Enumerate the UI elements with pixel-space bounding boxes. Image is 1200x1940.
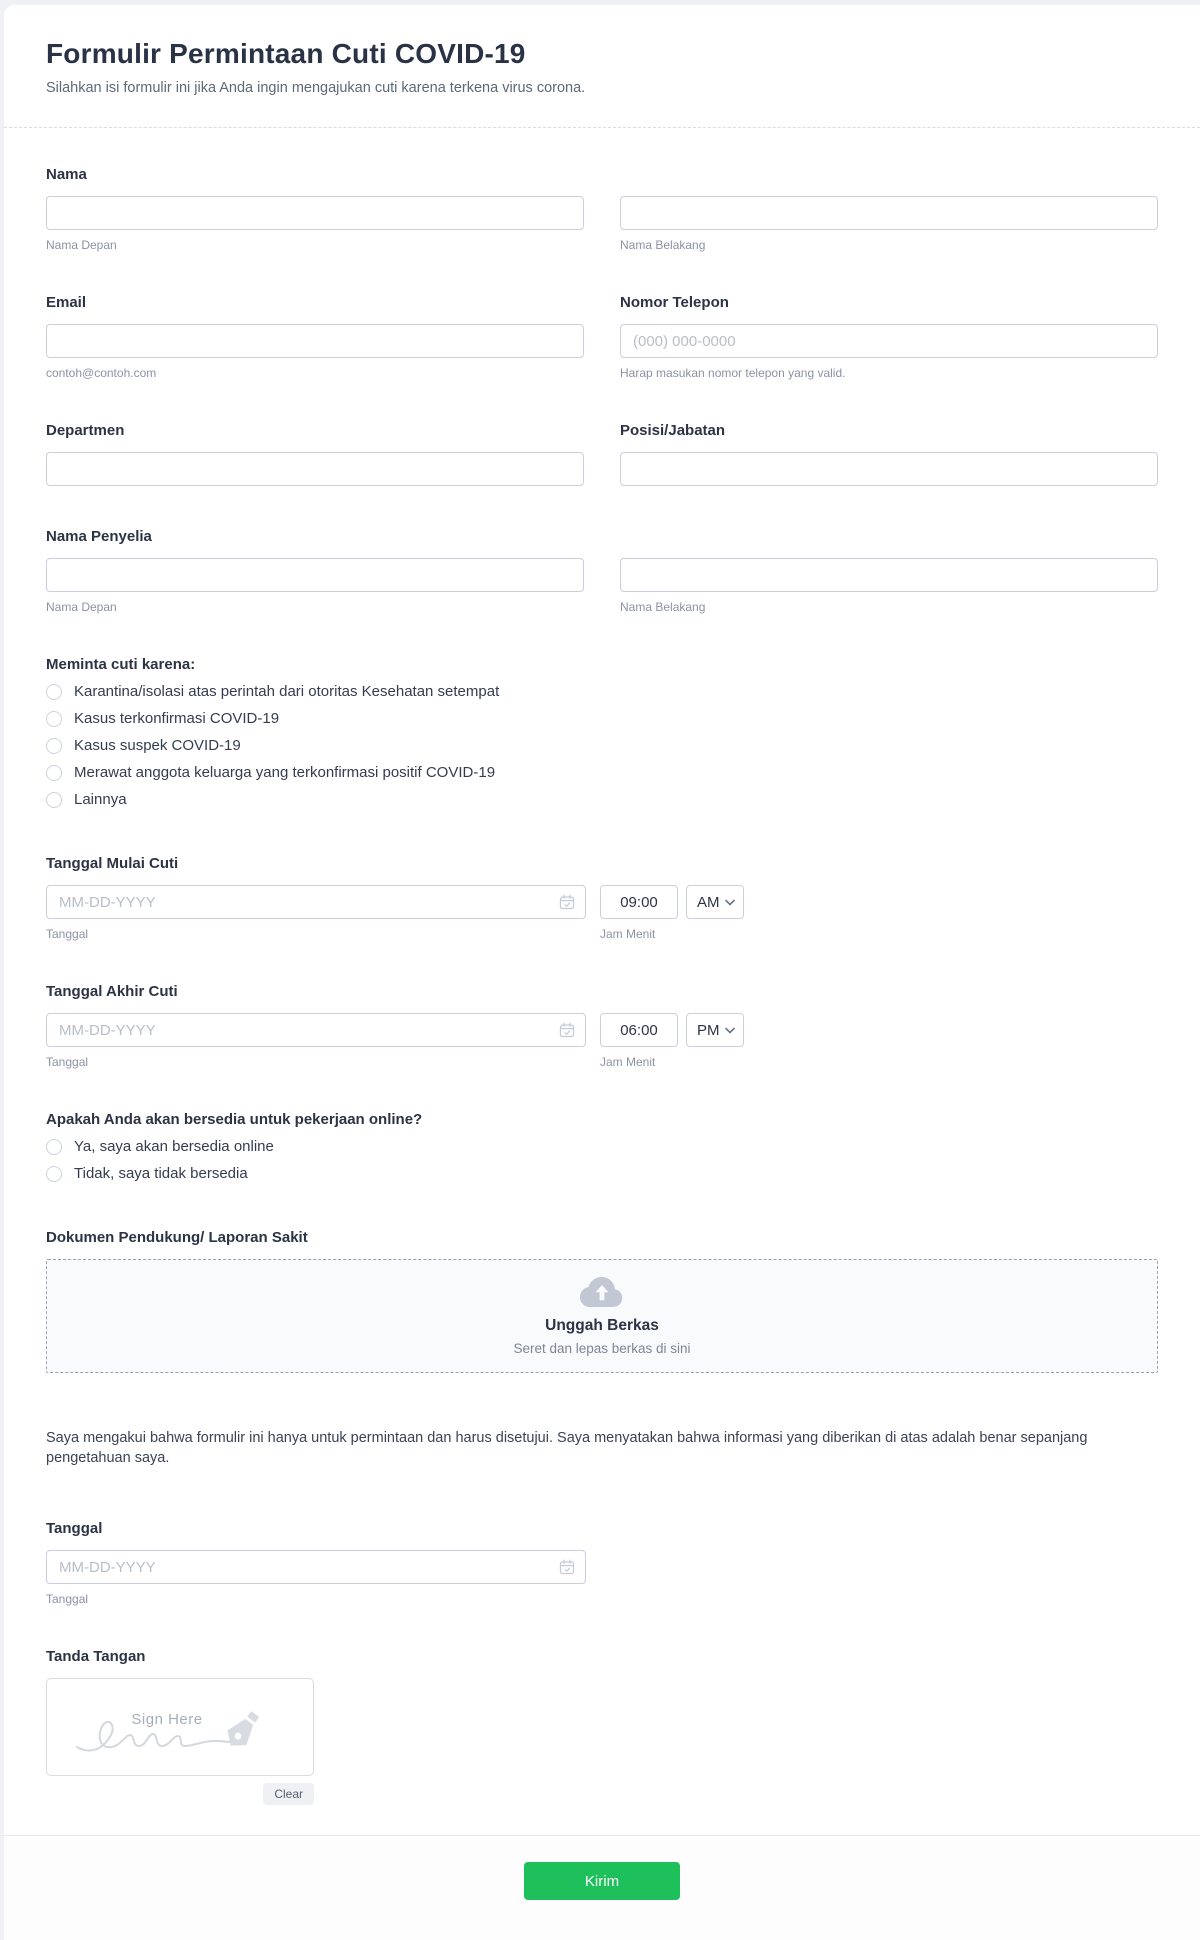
- field-tanggal: [46, 1520, 1158, 1606]
- tanggal-date-sublabel: Tanggal: [46, 1592, 89, 1607]
- radio-circle-icon[interactable]: [46, 792, 62, 808]
- field-penyelia: [46, 528, 1158, 614]
- online-option-label: Ya, saya akan bersedia online: [74, 1138, 274, 1155]
- page-title: Formulir Permintaan Cuti COVID-19: [46, 38, 526, 69]
- submit-button[interactable]: Kirim: [524, 1862, 680, 1900]
- alasan-option-label: Merawat anggota keluarga yang terkonfirmasi positif COVID-19: [74, 764, 496, 781]
- upload-title: Unggah Berkas: [545, 1317, 659, 1334]
- field-tanda-tangan: [46, 1648, 1158, 1805]
- tanggal-mulai-date-sublabel: Tanggal: [46, 927, 89, 941]
- acknowledgement-text: Saya mengakui bahwa formulir ini hanya untuk permintaan dan harus disetujui. Saya menyatakan bahwa informasi yang diberikan di atas adalah benar sepanjang pengetahuan saya.: [46, 1430, 1088, 1466]
- form-header: [4, 5, 1200, 128]
- email-hint: contoh@contoh.com: [46, 366, 157, 380]
- ampm-value: PM: [697, 1021, 720, 1039]
- field-email-telepon: [46, 294, 1158, 380]
- chevron-down-icon: [725, 899, 735, 906]
- penyelia-label: Nama Penyelia: [46, 528, 152, 545]
- online-option-tidak[interactable]: [46, 1160, 1158, 1187]
- field-alasan-cuti: [46, 656, 1158, 813]
- ampm-value: AM: [697, 893, 720, 911]
- form-card: [4, 5, 1200, 1940]
- dokumen-label: Dokumen Pendukung/ Laporan Sakit: [46, 1229, 308, 1246]
- alasan-option-label: Kasus terkonfirmasi COVID-19: [74, 710, 280, 727]
- radio-circle-icon[interactable]: [46, 711, 62, 727]
- field-online: [46, 1111, 1158, 1187]
- nama-depan-input[interactable]: [46, 196, 584, 230]
- tanggal-akhir-date-input[interactable]: [46, 1013, 586, 1047]
- tanda-tangan-label: Tanda Tangan: [46, 1648, 146, 1666]
- tanggal-akhir-time-input[interactable]: [600, 1013, 678, 1047]
- nama-depan-sublabel: Nama Depan: [46, 238, 117, 252]
- posisi-input[interactable]: [620, 452, 1158, 486]
- signature-squiggle-icon: [71, 1695, 289, 1759]
- radio-circle-icon[interactable]: [46, 765, 62, 781]
- departmen-input[interactable]: [46, 452, 584, 486]
- penyelia-belakang-input[interactable]: [620, 558, 1158, 592]
- tanggal-mulai-ampm-select[interactable]: [686, 885, 744, 919]
- radio-circle-icon[interactable]: [46, 1166, 62, 1182]
- posisi-label: Posisi/Jabatan: [620, 422, 726, 439]
- upload-hint: Seret dan lepas berkas di sini: [513, 1341, 691, 1356]
- alasan-option-karantina[interactable]: [46, 678, 1158, 705]
- tanggal-mulai-label: Tanggal Mulai Cuti: [46, 855, 179, 872]
- field-departmen-posisi: [46, 422, 1158, 486]
- telepon-label: Nomor Telepon: [620, 294, 729, 311]
- tanggal-akhir-time-sublabel: Jam Menit: [600, 1055, 656, 1069]
- penyelia-depan-sublabel: Nama Depan: [46, 600, 117, 614]
- upload-dropzone[interactable]: [46, 1259, 1158, 1373]
- alasan-option-lainnya[interactable]: [46, 786, 1158, 813]
- cloud-upload-icon: [579, 1276, 625, 1308]
- tanggal-mulai-date-input[interactable]: [46, 885, 586, 919]
- field-nama: [46, 166, 1158, 252]
- email-input[interactable]: [46, 324, 584, 358]
- email-label: Email: [46, 294, 87, 311]
- online-label: Apakah Anda akan bersedia untuk pekerjaan online?: [46, 1111, 423, 1128]
- nama-belakang-sublabel: Nama Belakang: [620, 238, 706, 252]
- signature-clear-button[interactable]: Clear: [263, 1783, 314, 1805]
- alasan-label: Meminta cuti karena:: [46, 656, 196, 673]
- signature-pad[interactable]: [46, 1678, 314, 1776]
- field-tanggal-akhir: [46, 983, 1158, 1069]
- alasan-option-merawat[interactable]: [46, 759, 1158, 786]
- tanggal-akhir-ampm-select[interactable]: [686, 1013, 744, 1047]
- online-option-ya[interactable]: [46, 1133, 1158, 1160]
- departmen-label: Departmen: [46, 422, 125, 439]
- online-option-label: Tidak, saya tidak bersedia: [74, 1165, 248, 1182]
- pen-nib-icon: [221, 1707, 265, 1753]
- alasan-option-label: Karantina/isolasi atas perintah dari otoritas Kesehatan setempat: [74, 683, 500, 700]
- tanggal-mulai-time-input[interactable]: [600, 885, 678, 919]
- tanggal-akhir-date-sublabel: Tanggal: [46, 1055, 89, 1069]
- alasan-option-terkonfirmasi[interactable]: [46, 705, 1158, 732]
- tanggal-mulai-time-sublabel: Jam Menit: [600, 927, 656, 941]
- penyelia-depan-input[interactable]: [46, 558, 584, 592]
- field-dokumen: [46, 1229, 1158, 1373]
- penyelia-belakang-sublabel: Nama Belakang: [620, 600, 706, 614]
- form-body: [4, 128, 1200, 1805]
- sign-here-text: Sign Here: [131, 1711, 203, 1729]
- alasan-option-label: Kasus suspek COVID-19: [74, 737, 241, 754]
- page-subtitle: Silahkan isi formulir ini jika Anda ingin mengajukan cuti karena terkena virus corona.: [46, 80, 586, 96]
- nama-belakang-input[interactable]: [620, 196, 1158, 230]
- alasan-option-suspek[interactable]: [46, 732, 1158, 759]
- nama-label: Nama: [46, 166, 87, 183]
- telepon-hint: Harap masukan nomor telepon yang valid.: [620, 366, 846, 380]
- tanggal-akhir-label: Tanggal Akhir Cuti: [46, 983, 178, 1000]
- radio-circle-icon[interactable]: [46, 738, 62, 754]
- form-footer: [4, 1835, 1200, 1940]
- radio-circle-icon[interactable]: [46, 684, 62, 700]
- field-tanggal-mulai: [46, 855, 1158, 941]
- radio-circle-icon[interactable]: [46, 1139, 62, 1155]
- tanggal-label: Tanggal: [46, 1520, 103, 1538]
- tanggal-date-input[interactable]: [46, 1550, 586, 1584]
- telepon-input[interactable]: [620, 324, 1158, 358]
- chevron-down-icon: [725, 1027, 735, 1034]
- alasan-option-label: Lainnya: [74, 791, 127, 808]
